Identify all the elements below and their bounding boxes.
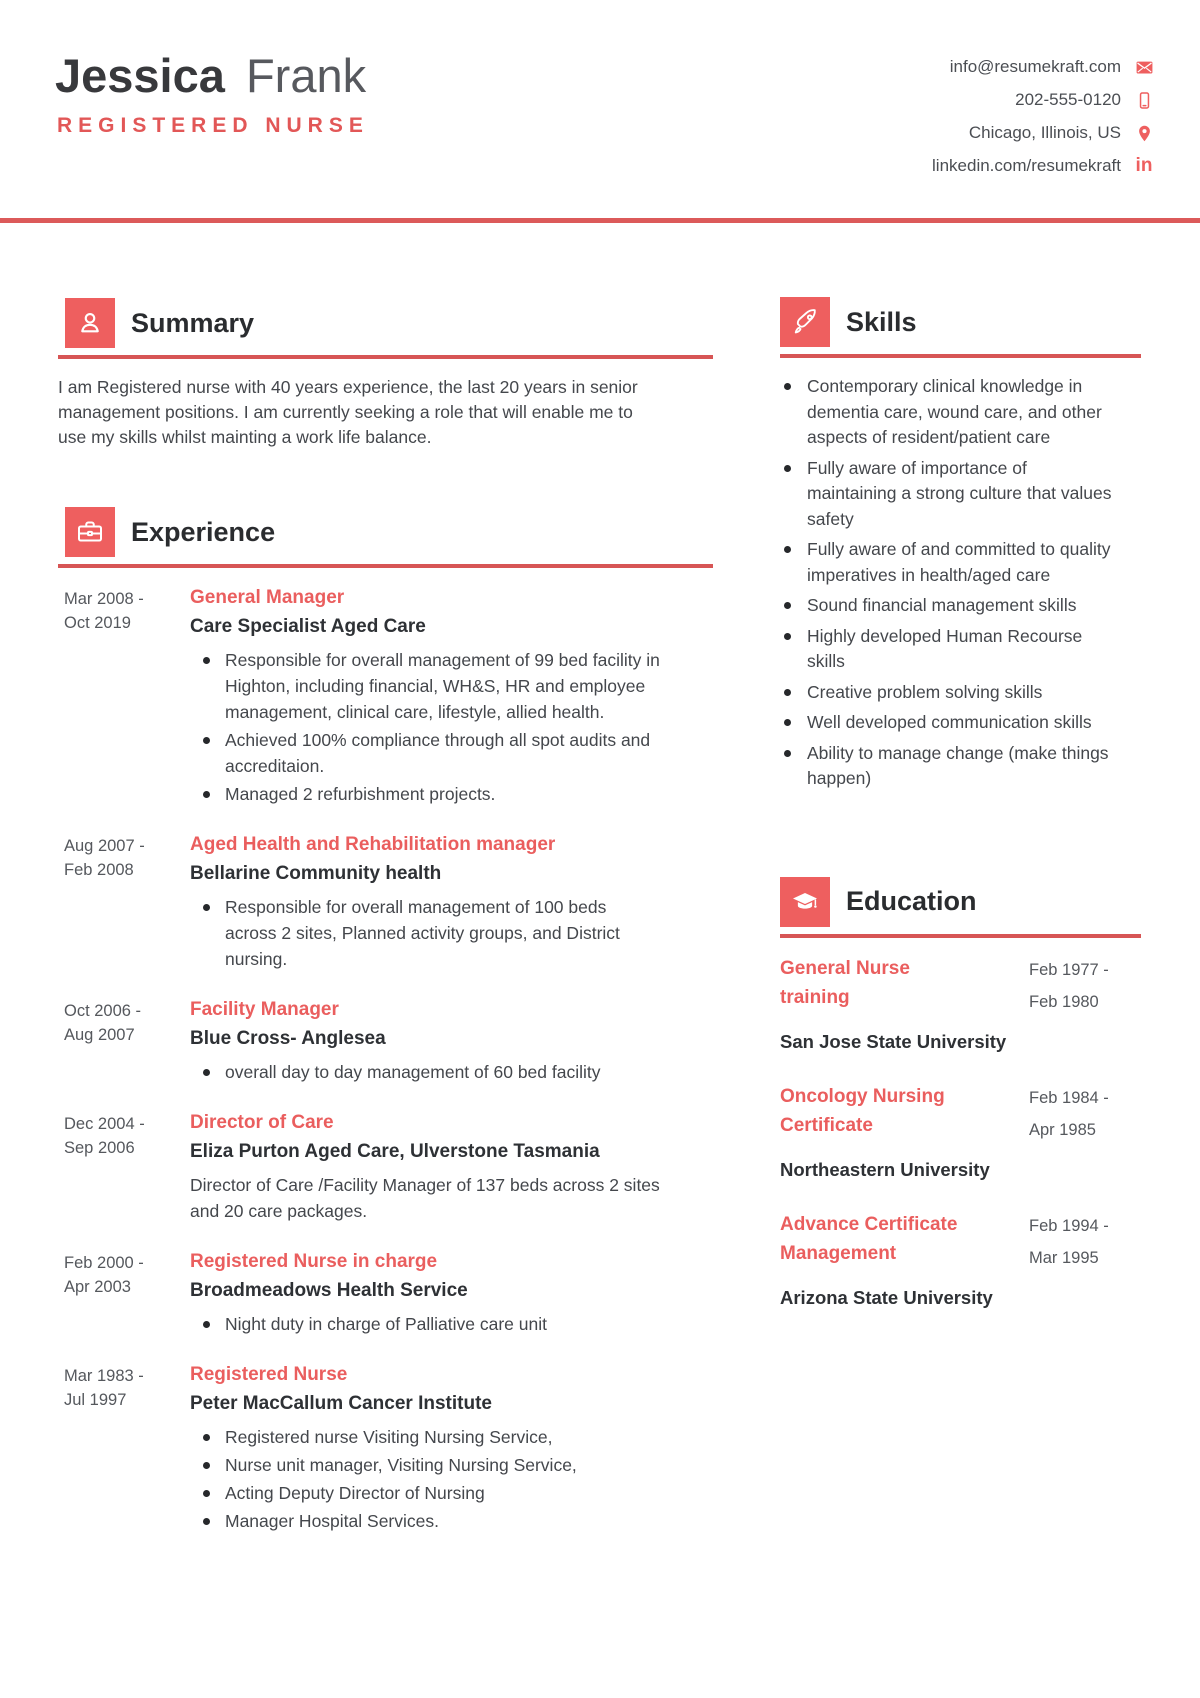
header-divider [0,218,1200,223]
job-company: Peter MacCallum Cancer Institute [190,1393,492,1414]
skills-title: Skills [846,306,917,337]
school-name: San Jose State University [780,1030,1007,1052]
skills-section [780,297,1141,792]
job-dates: Dec 2004 - Sep 2006 [64,1115,145,1157]
right-column [780,297,1141,1312]
experience-title: Experience [131,516,276,547]
experience-item-3 [58,996,660,1085]
location-text: Chicago, Illinois, US [968,123,1121,142]
job-company: Eliza Purton Aged Care, Ulverstone Tasmania [190,1141,600,1162]
education-item-3 [780,1210,1141,1312]
phone-number[interactable]: 202-555-0120 [1015,90,1121,109]
job-body [190,584,660,807]
contact-info [932,56,1154,177]
job-role: Registered Nurse [190,1364,348,1385]
experience-section [58,507,713,1534]
bullet-dot-icon [203,1069,210,1076]
skill-item: Fully aware of importance of maintaining a strong culture that values safety [780,456,1141,533]
bullet-dot-icon [203,657,210,664]
bullet-item: Registered nurse Visiting Nursing Service, [190,1424,660,1450]
bullet-dot-icon [203,737,210,744]
left-column [58,298,713,1534]
skill-item: Highly developed Human Recourse skills [780,624,1141,675]
experience-item-4 [58,1109,660,1224]
contact-row-linkedin [932,155,1154,177]
job-dates: Feb 2000 - Apr 2003 [64,1254,144,1296]
education-header [780,877,1141,927]
skill-item: Fully aware of and committed to quality imperatives in health/aged care [780,537,1141,588]
contact-row-location [969,122,1154,144]
summary-rule [58,355,713,359]
email-icon [1134,57,1154,77]
graduation-cap-icon [780,877,830,927]
contact-row-phone [1015,89,1154,111]
experience-rule [58,564,713,568]
bullet-item: Responsible for overall management of 100 beds across 2 sites, Planned activity groups, and District nursing. [190,894,660,972]
bullet-item: Managed 2 refurbishment projects. [190,781,660,807]
job-role: Registered Nurse in charge [190,1251,438,1272]
degree-title: General Nurse training [780,957,910,1008]
phone-icon [1134,90,1154,110]
school-name: Northeastern University [780,1158,990,1180]
summary-section [58,298,713,450]
person-name [55,48,366,104]
education-item-1 [780,954,1141,1056]
bullet-item: overall day to day management of 60 bed facility [190,1059,660,1085]
bullet-dot-icon [203,904,210,911]
job-role: Aged Health and Rehabilitation manager [190,834,556,855]
experience-item-5 [58,1248,660,1337]
job-dates: Aug 2007 - Feb 2008 [64,837,145,879]
job-dates: Mar 1983 - Jul 1997 [64,1367,144,1409]
job-dates: Oct 2006 - Aug 2007 [64,1002,142,1044]
experience-item-6 [58,1361,660,1534]
skills-list [780,374,1141,792]
bullet-dot-icon [203,1321,210,1328]
education-item-header [780,954,1141,1022]
education-item-2 [780,1082,1141,1184]
job-body [190,831,660,972]
summary-header [58,298,713,348]
bullet-dot-icon [784,633,791,640]
bullet-dot-icon [784,465,791,472]
education-dates: Feb 1977 - Feb 1980 [1029,960,1109,1011]
job-role: Director of Care [190,1112,334,1133]
linkedin-icon: in [1135,155,1153,176]
job-bullet-list [190,647,660,807]
person-job-title: REGISTERED NURSE [57,114,369,137]
bullet-item: Nurse unit manager, Visiting Nursing Service, [190,1452,660,1478]
bullet-item: Responsible for overall management of 99 bed facility in Highton, including financial, WH&S, HR and employee management, clinical care, lifestyle, allied health. [190,647,660,725]
degree-title: Oncology Nursing Certificate [780,1085,945,1136]
education-section [780,877,1141,1312]
job-bullet-list [190,1311,660,1337]
user-icon [65,298,115,348]
job-company: Care Specialist Aged Care [190,616,426,637]
summary-text: I am Registered nurse with 40 years experience, the last 20 years in senior management positions. I am currently seeking a role that will enable me to use my skills whilst mainting a work life balance. [58,377,638,447]
bullet-dot-icon [784,546,791,553]
bullet-dot-icon [784,383,791,390]
skill-item: Sound financial management skills [780,593,1141,619]
bullet-dot-icon [784,750,791,757]
bullet-dot-icon [203,1434,210,1441]
job-bullet-list [190,894,660,972]
bullet-dot-icon [784,719,791,726]
last-name: Frank [245,49,367,102]
job-company: Bellarine Community health [190,863,442,884]
skills-rule [780,354,1141,358]
job-role: General Manager [190,587,345,608]
bullet-dot-icon [784,602,791,609]
education-item-header [780,1210,1141,1278]
job-role: Facility Manager [190,999,339,1020]
linkedin-link[interactable]: linkedin.com/resumekraft [932,156,1121,175]
education-list [780,954,1141,1312]
job-description: Director of Care /Facility Manager of 137 beds across 2 sites and 20 care packages. [190,1175,660,1221]
school-name: Arizona State University [780,1286,993,1308]
experience-item-1 [58,584,660,807]
summary-title: Summary [131,307,255,338]
bullet-item: Night duty in charge of Palliative care unit [190,1311,660,1337]
email-link[interactable]: info@resumekraft.com [949,57,1121,76]
experience-item-2 [58,831,660,972]
job-body [190,996,660,1085]
bullet-dot-icon [203,1518,210,1525]
job-company: Blue Cross- Anglesea [190,1028,386,1049]
job-dates: Mar 2008 - Oct 2019 [64,590,144,632]
education-dates: Feb 1984 - Apr 1985 [1029,1088,1109,1139]
job-body [190,1109,660,1224]
job-body [190,1248,660,1337]
job-body [190,1361,660,1534]
job-list [58,584,713,1534]
first-name: Jessica [55,49,225,102]
degree-title: Advance Certificate Management [780,1213,958,1264]
experience-header [58,507,713,557]
skill-item: Creative problem solving skills [780,680,1141,706]
job-bullet-list [190,1059,660,1085]
bullet-dot-icon [203,791,210,798]
skill-item: Contemporary clinical knowledge in dementia care, wound care, and other aspects of resident/patient care [780,374,1141,451]
skills-header [780,297,1141,347]
job-company: Broadmeadows Health Service [190,1280,468,1301]
skill-item: Well developed communication skills [780,710,1141,736]
education-dates: Feb 1994 - Mar 1995 [1029,1216,1109,1267]
bullet-item: Manager Hospital Services. [190,1508,660,1534]
bullet-dot-icon [203,1490,210,1497]
bullet-item: Achieved 100% compliance through all spot audits and accreditaion. [190,727,660,779]
rocket-icon [780,297,830,347]
bullet-item: Acting Deputy Director of Nursing [190,1480,660,1506]
bullet-dot-icon [203,1462,210,1469]
bullet-dot-icon [784,689,791,696]
job-bullet-list [190,1424,660,1534]
briefcase-icon [65,507,115,557]
education-item-header [780,1082,1141,1150]
contact-row-email [950,56,1154,78]
education-rule [780,934,1141,938]
skill-item: Ability to manage change (make things happen) [780,741,1141,792]
location-icon [1134,123,1154,143]
education-title: Education [846,886,977,916]
